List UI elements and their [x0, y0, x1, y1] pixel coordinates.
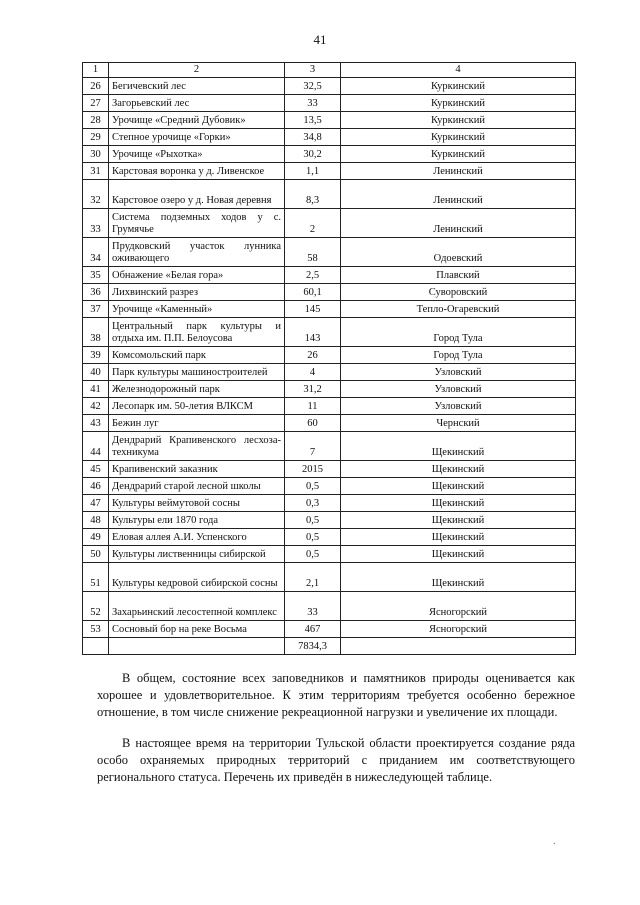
row-district: Щекинский — [341, 495, 576, 512]
page-number: 41 — [313, 32, 327, 47]
row-number: 51 — [83, 563, 109, 592]
row-area: 0,5 — [285, 546, 341, 563]
row-area: 145 — [285, 301, 341, 318]
row-number: 32 — [83, 180, 109, 209]
paragraph-1-text: В общем, состояние всех заповедников и памятников природы оценивается как хорошее и удовлетворительное. К этим территориям требуется особенно бережное отношение, в том числе снижение рекреационной нагрузки и увеличение их площади. — [97, 671, 575, 719]
row-number: 52 — [83, 592, 109, 621]
row-name: Урочище «Рыхотка» — [109, 146, 285, 163]
table-row — [83, 432, 576, 461]
row-district: Щекинский — [341, 546, 576, 563]
table-row — [83, 318, 576, 347]
row-number: 46 — [83, 478, 109, 495]
row-name: Дендрарий Крапивенского лесхоза-техникума — [109, 432, 285, 461]
row-name: Парк культуры машиностроителей — [109, 364, 285, 381]
row-number: 38 — [83, 318, 109, 347]
row-name: Урочище «Средний Дубовик» — [109, 112, 285, 129]
table-row — [83, 512, 576, 529]
row-area: 0,3 — [285, 495, 341, 512]
row-name: Система подземных ходов у с. Грумячье — [109, 209, 285, 238]
row-name: Обнажение «Белая гора» — [109, 267, 285, 284]
row-number: 41 — [83, 381, 109, 398]
row-name: Культуры лиственницы сибирской — [109, 546, 285, 563]
row-name: Захарьинский лесостепной комплекс — [109, 592, 285, 621]
row-number: 44 — [83, 432, 109, 461]
row-name: Бежин луг — [109, 415, 285, 432]
row-district: Ленинский — [341, 163, 576, 180]
row-district: Город Тула — [341, 347, 576, 364]
table-row — [83, 301, 576, 318]
row-area: 60 — [285, 415, 341, 432]
row-area: 0,5 — [285, 478, 341, 495]
row-area: 7 — [285, 432, 341, 461]
row-name: Лесопарк им. 50-летия ВЛКСМ — [109, 398, 285, 415]
row-district: Куркинский — [341, 112, 576, 129]
table-row — [83, 592, 576, 621]
table-row — [83, 129, 576, 146]
row-area: 33 — [285, 592, 341, 621]
row-district: Ленинский — [341, 209, 576, 238]
table-row — [83, 415, 576, 432]
corner-mark: . — [553, 836, 556, 847]
row-name: Сосновый бор на реке Восьма — [109, 621, 285, 638]
table-row — [83, 461, 576, 478]
table-row — [83, 347, 576, 364]
row-area: 2 — [285, 209, 341, 238]
row-area: 58 — [285, 238, 341, 267]
row-number: 39 — [83, 347, 109, 364]
row-area: 33 — [285, 95, 341, 112]
row-number: 50 — [83, 546, 109, 563]
row-number: 34 — [83, 238, 109, 267]
row-district: Узловский — [341, 364, 576, 381]
table-row — [83, 78, 576, 95]
table-row — [83, 238, 576, 267]
protected-areas-table — [82, 62, 576, 655]
row-district: Щекинский — [341, 529, 576, 546]
row-number: 26 — [83, 78, 109, 95]
row-area: 32,5 — [285, 78, 341, 95]
row-number: 43 — [83, 415, 109, 432]
row-area: 34,8 — [285, 129, 341, 146]
row-number: 45 — [83, 461, 109, 478]
row-number: 42 — [83, 398, 109, 415]
row-district: Ленинский — [341, 180, 576, 209]
total-empty-cell — [83, 638, 109, 655]
table-row — [83, 478, 576, 495]
table-row — [83, 398, 576, 415]
row-name: Прудковский участок лунника оживающего — [109, 238, 285, 267]
row-district: Тепло-Огаревский — [341, 301, 576, 318]
table-row — [83, 546, 576, 563]
row-number: 29 — [83, 129, 109, 146]
table-row — [83, 267, 576, 284]
row-district: Щекинский — [341, 478, 576, 495]
table-row — [83, 163, 576, 180]
row-district: Узловский — [341, 398, 576, 415]
table-row — [83, 180, 576, 209]
row-number: 33 — [83, 209, 109, 238]
paragraph-2-text: В настоящее время на территории Тульской области проектируется создание ряда особо охраняемых природных территорий с приданием им соответствующего регионального статуса. Перечень их приведён в нижеследующей таблице. — [97, 736, 575, 784]
row-district: Щекинский — [341, 461, 576, 478]
table-row — [83, 621, 576, 638]
table-total-row — [83, 638, 576, 655]
row-name: Крапивенский заказник — [109, 461, 285, 478]
row-area: 0,5 — [285, 529, 341, 546]
table-row — [83, 529, 576, 546]
table-row — [83, 112, 576, 129]
row-district: Щекинский — [341, 432, 576, 461]
table-row — [83, 364, 576, 381]
total-empty-cell — [341, 638, 576, 655]
total-empty-cell — [109, 638, 285, 655]
row-name: Бегичевский лес — [109, 78, 285, 95]
row-district: Щекинский — [341, 512, 576, 529]
table-row — [83, 381, 576, 398]
row-district: Ясногорский — [341, 621, 576, 638]
row-number: 47 — [83, 495, 109, 512]
paragraph-1 — [97, 670, 575, 721]
row-district: Чернский — [341, 415, 576, 432]
row-number: 53 — [83, 621, 109, 638]
row-number: 36 — [83, 284, 109, 301]
row-number: 40 — [83, 364, 109, 381]
table-row — [83, 95, 576, 112]
row-district: Одоевский — [341, 238, 576, 267]
row-area: 11 — [285, 398, 341, 415]
row-area: 26 — [285, 347, 341, 364]
row-district: Куркинский — [341, 78, 576, 95]
row-area: 2015 — [285, 461, 341, 478]
row-name: Культуры веймутовой сосны — [109, 495, 285, 512]
table-row — [83, 146, 576, 163]
row-name: Урочище «Каменный» — [109, 301, 285, 318]
row-name: Загорьевский лес — [109, 95, 285, 112]
header-col-3: 3 — [285, 63, 341, 78]
row-district: Куркинский — [341, 95, 576, 112]
header-col-2: 2 — [109, 63, 285, 78]
row-area: 2,5 — [285, 267, 341, 284]
row-area: 0,5 — [285, 512, 341, 529]
row-name: Центральный парк культуры и отдыха им. П.П. Белоусова — [109, 318, 285, 347]
row-number: 28 — [83, 112, 109, 129]
row-area: 467 — [285, 621, 341, 638]
row-district: Плавский — [341, 267, 576, 284]
row-name: Дендрарий старой лесной школы — [109, 478, 285, 495]
row-name: Карстовое озеро у д. Новая деревня — [109, 180, 285, 209]
row-district: Куркинский — [341, 146, 576, 163]
total-area: 7834,3 — [285, 638, 341, 655]
table-row — [83, 209, 576, 238]
table-header-row — [83, 63, 576, 78]
table-body — [83, 78, 576, 655]
row-district: Щекинский — [341, 563, 576, 592]
table-row — [83, 563, 576, 592]
row-number: 30 — [83, 146, 109, 163]
row-number: 37 — [83, 301, 109, 318]
row-district: Суворовский — [341, 284, 576, 301]
row-name: Степное урочище «Горки» — [109, 129, 285, 146]
row-area: 31,2 — [285, 381, 341, 398]
table-row — [83, 495, 576, 512]
row-area: 143 — [285, 318, 341, 347]
row-name: Комсомольский парк — [109, 347, 285, 364]
header-col-1: 1 — [83, 63, 109, 78]
row-number: 31 — [83, 163, 109, 180]
row-name: Культуры кедровой сибирской сосны — [109, 563, 285, 592]
row-district: Куркинский — [341, 129, 576, 146]
paragraph-2 — [97, 735, 575, 786]
row-district: Город Тула — [341, 318, 576, 347]
row-number: 27 — [83, 95, 109, 112]
row-area: 13,5 — [285, 112, 341, 129]
row-district: Узловский — [341, 381, 576, 398]
row-number: 35 — [83, 267, 109, 284]
row-name: Карстовая воронка у д. Ливенское — [109, 163, 285, 180]
row-area: 30,2 — [285, 146, 341, 163]
row-name: Культуры ели 1870 года — [109, 512, 285, 529]
row-area: 4 — [285, 364, 341, 381]
row-number: 49 — [83, 529, 109, 546]
row-number: 48 — [83, 512, 109, 529]
header-col-4: 4 — [341, 63, 576, 78]
row-name: Железнодорожный парк — [109, 381, 285, 398]
row-area: 2,1 — [285, 563, 341, 592]
row-area: 8,3 — [285, 180, 341, 209]
table-row — [83, 284, 576, 301]
row-district: Ясногорский — [341, 592, 576, 621]
row-area: 1,1 — [285, 163, 341, 180]
row-name: Еловая аллея А.И. Успенского — [109, 529, 285, 546]
row-name: Лихвинский разрез — [109, 284, 285, 301]
row-area: 60,1 — [285, 284, 341, 301]
